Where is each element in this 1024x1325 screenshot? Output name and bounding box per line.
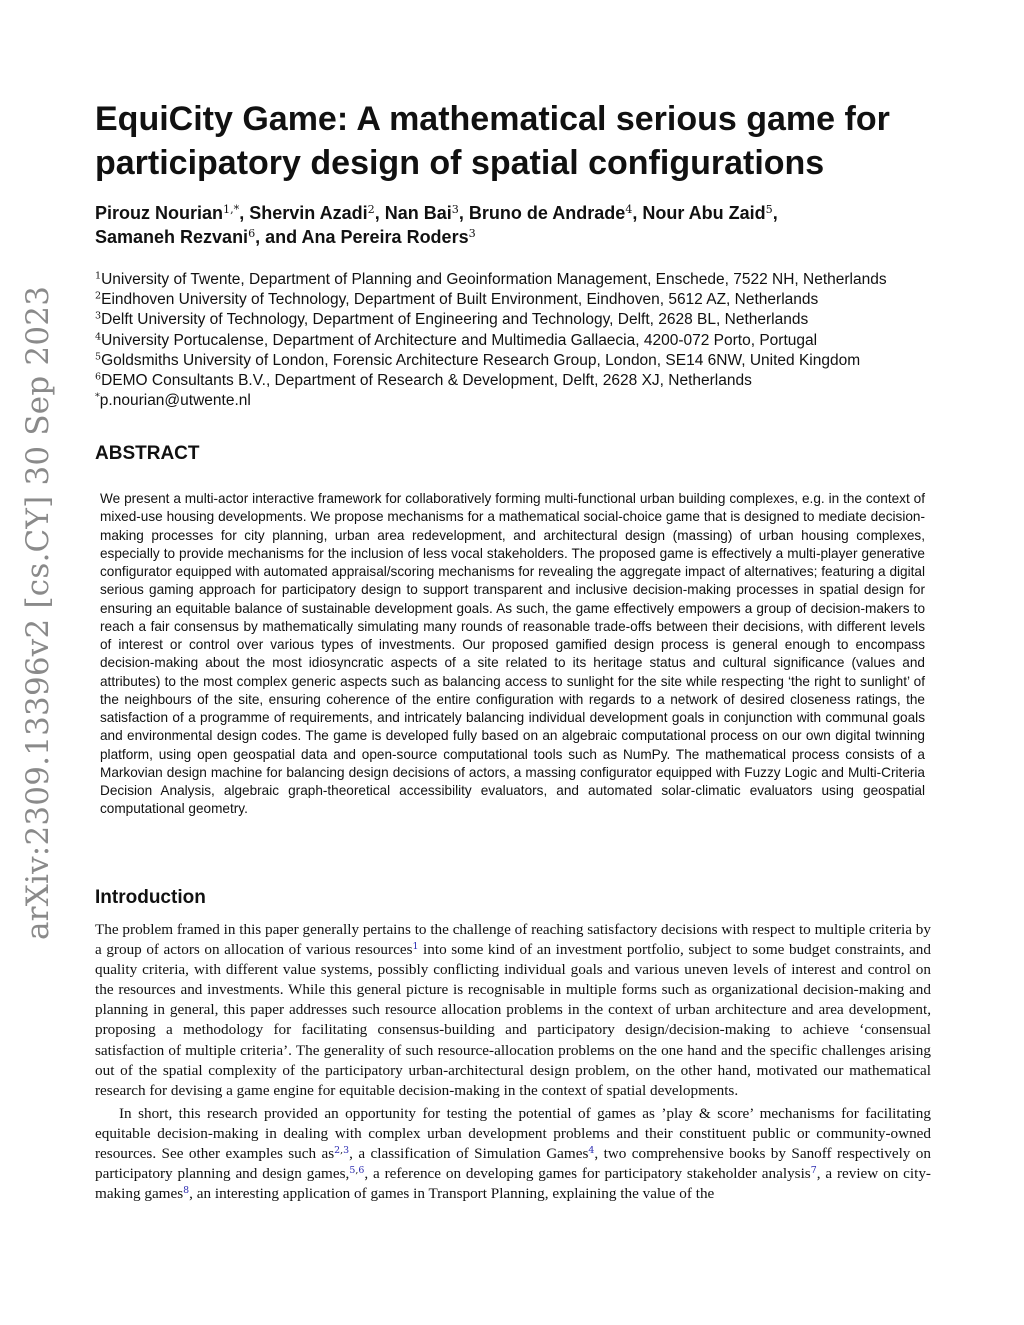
affiliation-item xyxy=(95,351,975,371)
abstract-heading: ABSTRACT xyxy=(95,443,200,464)
author-affiliation-mark: 6 xyxy=(248,226,256,240)
author-list xyxy=(95,201,955,249)
affiliation-text: DEMO Consultants B.V., Department of Research & Development, Delft, 2628 XJ, Netherlands xyxy=(101,372,752,390)
affiliation-list xyxy=(95,270,975,411)
body-text: , a reference on developing games for participatory stakeholder analysis xyxy=(364,1165,811,1183)
email-address: p.nourian@utwente.nl xyxy=(99,392,251,410)
author-name: , and Ana Pereira Roders xyxy=(255,227,469,247)
affiliation-item xyxy=(95,290,975,310)
abstract-body: We present a multi-actor interactive framework for collaboratively forming multi-functional urban building complexes, e.g. in the context of mixed-use housing developments. We propose mechanisms for a mathematical social-choice game that is designed to mediate decision-making processes for city planning, urban area redevelopment, and architectural design (massing) of urban housing complexes, especially to provide mechanisms for the inclusion of less vocal stakeholders. The proposed game is effectively a multi-player generative configurator equipped with automated appraisal/scoring mechanisms for revealing the aggregate impact of alternatives; featuring a digital serious gaming approach for participatory design to support transparent and inclusive decision-making processes in spatial design for ensuring an equitable balance of sustainable development goals. As such, the game effectively empowers a group of decision-makers to reach a fair consensus by mathematically simulating many rounds of reasonable trade-offs between their decisions, with different levels of interest or control over various types of investments. Our proposed gamified design process is general enough to encompass decision-making about the most idiosyncratic aspects of a site related to its heritage status and cultural significance (values and attributes) to the most complex generic aspects such as balancing access to sunlight for the site while respecting ‘the right to sunlight’ of the neighbours of the site, ensuring coherence of the entire configuration with regards to a network of desired closeness ratings, the satisfaction of a programme of requirements, and intricately balancing individual development goals in conjunction with communal goals and environmental design codes. The game is developed fully based on an algebraic computational process on our own digital twinning platform, using open geospatial data and open-source computational tools such as NumPy. The mathematical process consists of a Markovian design machine for balancing design decisions of actors, a massing configurator equipped with Fuzzy Logic and Multi-Criteria Decision Analysis, algebraic graph-theoretical accessibility evaluators, and automated solar-climatic evaluators using geospatial computational geometry. xyxy=(100,491,925,817)
affiliation-mark: 1 xyxy=(95,270,102,282)
affiliation-text: Eindhoven University of Technology, Department of Built Environment, Eindhoven, 5612 AZ, Netherlands xyxy=(101,291,819,309)
author-separator: , xyxy=(772,203,778,223)
body-text: The problem framed in this paper generally pertains to the challenge of reaching satisfactory decisions with respect to multiple criteria by a group of actors on allocation of various resources xyxy=(95,921,931,959)
body-text: In short, this research provided an opportunity for testing the potential of games as ’play & score’ mechanisms for facilitating equitable decision-making in dealing with complex urban development problems and their constituent public or community-owned resources. See other examples such as xyxy=(95,1104,931,1163)
introduction-body xyxy=(95,920,931,1204)
affiliation-text: Goldsmiths University of London, Forensic Architecture Research Group, London, SE14 6NW, United Kingdom xyxy=(101,351,861,369)
citation-link[interactable]: 6 xyxy=(358,1164,365,1176)
affiliation-mark: 3 xyxy=(95,311,102,323)
introduction-heading: Introduction xyxy=(95,887,206,908)
body-text: , an interesting application of games in Transport Planning, explaining the value of the xyxy=(189,1185,715,1203)
affiliation-text: Delft University of Technology, Department of Engineering and Technology, Delft, 2628 BL, Netherlands xyxy=(101,311,809,329)
introduction-paragraph-2 xyxy=(95,1104,931,1204)
title-line-2: participatory design of spatial configurations xyxy=(95,144,825,182)
author-name: , Nour Abu Zaid xyxy=(632,203,766,223)
citation-link[interactable]: 4 xyxy=(588,1144,595,1156)
affiliation-mark: 6 xyxy=(95,371,102,383)
title-line-1: EquiCity Game: A mathematical serious game for xyxy=(95,100,890,138)
citation-link[interactable]: 2 xyxy=(334,1144,341,1156)
author-line-2 xyxy=(95,225,955,249)
author-line-1 xyxy=(95,201,955,225)
citation-link[interactable]: 3 xyxy=(343,1144,350,1156)
author-affiliation-mark: 4 xyxy=(625,202,633,216)
introduction-paragraph-1 xyxy=(95,920,931,1101)
body-text: into some kind of an investment portfolio, subject to some budget constraints, and quality criteria, with different value systems, possibly conflicting individual goals and various uneven levels of interest and control on the resources and investments. While this general picture is recognisable in multiple forms such as organizational decision-making and planning in general, this paper addresses such resource allocation problems in the context of urban architecture and area development, proposing a methodology for facilitating consensus-building and participatory design/decision-making to achieve ‘consensual satisfaction of multiple criteria’. The generality of such resource-allocation problems on the one hand and the specific challenges arising out of the spatial complexity of the participatory urban-architectural design problem, on the other hand, motivated our mathematical research for devising a game engine for equitable decision-making in the context of spatial developments. xyxy=(95,941,931,1099)
author-name: Samaneh Rezvani xyxy=(95,227,249,247)
author-affiliation-mark: 3 xyxy=(451,202,459,216)
citation-separator: , xyxy=(340,1144,344,1156)
affiliation-text: University Portucalense, Department of Architecture and Multimedia Gallaecia, 4200-072 Porto, Portugal xyxy=(101,331,818,349)
body-text: , two comprehensive books by Sanoff respectively on participatory planning and design games, xyxy=(95,1145,931,1183)
affiliation-item xyxy=(95,371,975,391)
body-text: , a classification of Simulation Games xyxy=(349,1145,589,1163)
affiliation-text: University of Twente, Department of Planning and Geoinformation Management, Enschede, 7522 NH, Netherlands xyxy=(101,271,887,288)
affiliation-item xyxy=(95,270,975,290)
arxiv-identifier-stamp: arXiv:2309.13396v2 [cs.CY] 30 Sep 2023 xyxy=(20,285,56,940)
author-name: , Shervin Azadi xyxy=(239,203,368,223)
paper-title xyxy=(95,97,955,185)
citation-separator: , xyxy=(355,1164,359,1176)
author-name: , Nan Bai xyxy=(374,203,452,223)
affiliation-item xyxy=(95,331,975,351)
author-affiliation-mark: 5 xyxy=(765,202,773,216)
citation-link[interactable]: 8 xyxy=(183,1185,190,1197)
citation-link[interactable]: 5 xyxy=(349,1164,356,1176)
affiliation-mark: 5 xyxy=(95,351,102,363)
affiliation-item xyxy=(95,310,975,330)
author-affiliation-mark: 1,* xyxy=(223,202,240,216)
body-text: , a review on city-making games xyxy=(95,1165,931,1203)
author-name: Pirouz Nourian xyxy=(95,203,224,223)
author-affiliation-mark: 3 xyxy=(468,226,476,240)
affiliation-mark: 4 xyxy=(95,331,102,343)
corresponding-email xyxy=(95,391,975,411)
affiliation-mark: 2 xyxy=(95,290,102,302)
author-name: , Bruno de Andrade xyxy=(458,203,626,223)
affiliation-mark: * xyxy=(95,391,100,403)
citation-link[interactable]: 7 xyxy=(810,1164,817,1176)
citation-link[interactable]: 1 xyxy=(412,940,419,952)
author-affiliation-mark: 2 xyxy=(367,202,375,216)
